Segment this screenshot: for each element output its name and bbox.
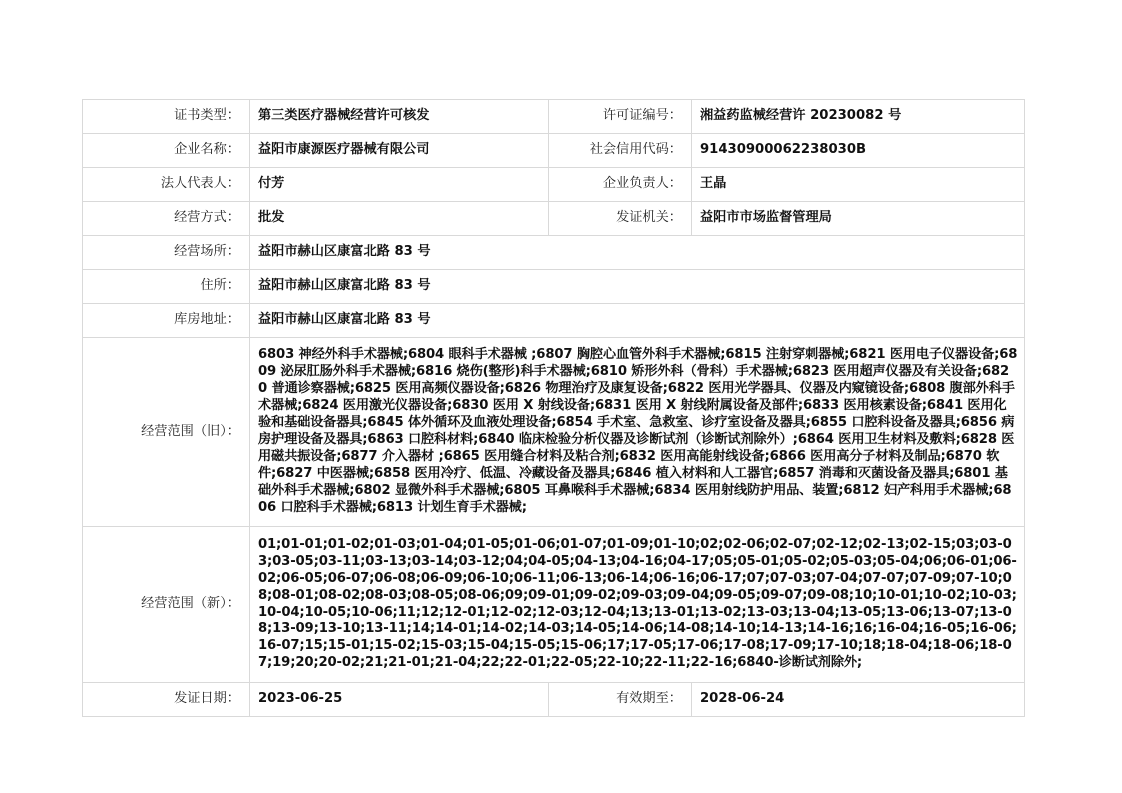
- row-business-premises: [83, 236, 1025, 270]
- row-warehouse-address: [83, 304, 1025, 338]
- issuing-authority-label: 发证机关：: [549, 202, 692, 236]
- row-legal-rep: [83, 168, 1025, 202]
- license-no-label: 许可证编号：: [549, 100, 692, 134]
- warehouse-address-value: 益阳市赫山区康富北路 83 号: [250, 304, 1025, 338]
- license-detail-sheet: [82, 99, 1024, 717]
- residence-value: 益阳市赫山区康富北路 83 号: [250, 270, 1025, 304]
- company-name-value: 益阳市康源医疗器械有限公司: [250, 134, 549, 168]
- person-in-charge-value: 王晶: [692, 168, 1025, 202]
- row-company-name: [83, 134, 1025, 168]
- license-info-table: [82, 99, 1025, 717]
- person-in-charge-label: 企业负责人：: [549, 168, 692, 202]
- legal-rep-label: 法人代表人：: [83, 168, 250, 202]
- issue-date-label: 发证日期：: [83, 683, 250, 717]
- row-business-mode: [83, 202, 1025, 236]
- scope-new-value: 01;01-01;01-02;01-03;01-04;01-05;01-06;01-07;01-09;01-10;02;02-06;02-07;02-12;02-13;02-15;03;03-03;03-05;03-11;03-13;03-14;03-12;04;04-05;04-13;04-16;04-17;05;05-01;05-02;05-03;05-04;06;06-01;06-02;06-05;06-07;06-08;06-09;06-10;06-11;06-13;06-14;06-16;06-17;07;07-03;07-04;07-07;07-09;07-10;08;08-01;08-02;08-03;08-05;08-06;09;09-01;09-02;09-03;09-04;09-05;09-07;09-08;10;10-01;10-02;10-03;10-04;10-05;10-06;11;12;12-01;12-02;12-03;12-04;13;13-01;13-02;13-03;13-04;13-05;13-06;13-07;13-08;13-09;13-10;13-11;14;14-01;14-02;14-03;14-05;14-06;14-08;14-10;14-13;14-16;16;16-04;16-05;16-06;16-07;15;15-01;15-02;15-03;15-04;15-05;15-06;17;17-05;17-06;17-08;17-09;17-10;18;18-04;18-06;18-07;19;20;20-02;21;21-01;21-04;22;22-01;22-05;22-10;22-11;22-16;6840-诊断试剂除外;: [250, 527, 1025, 683]
- row-cert-type: [83, 100, 1025, 134]
- business-mode-value: 批发: [250, 202, 549, 236]
- cert-type-value: 第三类医疗器械经营许可核发: [250, 100, 549, 134]
- credit-code-label: 社会信用代码：: [549, 134, 692, 168]
- row-scope-new: [83, 527, 1025, 683]
- legal-rep-value: 付芳: [250, 168, 549, 202]
- valid-until-value: 2028-06-24: [692, 683, 1025, 717]
- scope-old-label: 经营范围（旧）：: [83, 338, 250, 527]
- row-scope-old: [83, 338, 1025, 527]
- scope-new-label: 经营范围（新）：: [83, 527, 250, 683]
- residence-label: 住所：: [83, 270, 250, 304]
- business-mode-label: 经营方式：: [83, 202, 250, 236]
- scope-old-value: 6803 神经外科手术器械;6804 眼科手术器械 ;6807 胸腔心血管外科手术器械;6815 注射穿刺器械;6821 医用电子仪器设备;6809 泌尿肛肠外科手术器械;6816 烧伤(整形)科手术器械;6810 矫形外科（骨科）手术器械;6823 医用超声仪器及有关设备;6820 普通诊察器械;6825 医用高频仪器设备;6826 物理治疗及康复设备;6822 医用光学器具、仪器及内窥镜设备;6808 腹部外科手术器械;6824 医用激光仪器设备;6830 医用 X 射线设备;6831 医用 X 射线附属设备及部件;6833 医用核素设备;6841 医用化验和基础设备器具;6845 体外循环及血液处理设备;6854 手术室、急救室、诊疗室设备及器具;6855 口腔科设备及器具;6856 病房护理设备及器具;6863 口腔科材料;6840 临床检验分析仪器及诊断试剂（诊断试剂除外）;6864 医用卫生材料及敷料;6828 医用磁共振设备;6877 介入器材 ;6865 医用缝合材料及粘合剂;6832 医用高能射线设备;6866 医用高分子材料及制品;6870 软 件;6827 中医器械;6858 医用冷疗、低温、冷藏设备及器具;6846 植入材料和人工器官;6857 消毒和灭菌设备及器具;6801 基础外科手术器械;6802 显微外科手术器械;6805 耳鼻喉科手术器械;6834 医用射线防护用品、装置;6812 妇产科用手术器械;6806 口腔科手术器械;6813 计划生育手术器械;: [250, 338, 1025, 527]
- cert-type-label: 证书类型：: [83, 100, 250, 134]
- valid-until-label: 有效期至：: [549, 683, 692, 717]
- row-residence: [83, 270, 1025, 304]
- license-no-value: 湘益药监械经营许 20230082 号: [692, 100, 1025, 134]
- issue-date-value: 2023-06-25: [250, 683, 549, 717]
- warehouse-address-label: 库房地址：: [83, 304, 250, 338]
- credit-code-value: 91430900062238030B: [692, 134, 1025, 168]
- row-issue-date: [83, 683, 1025, 717]
- business-premises-label: 经营场所：: [83, 236, 250, 270]
- business-premises-value: 益阳市赫山区康富北路 83 号: [250, 236, 1025, 270]
- issuing-authority-value: 益阳市市场监督管理局: [692, 202, 1025, 236]
- company-name-label: 企业名称：: [83, 134, 250, 168]
